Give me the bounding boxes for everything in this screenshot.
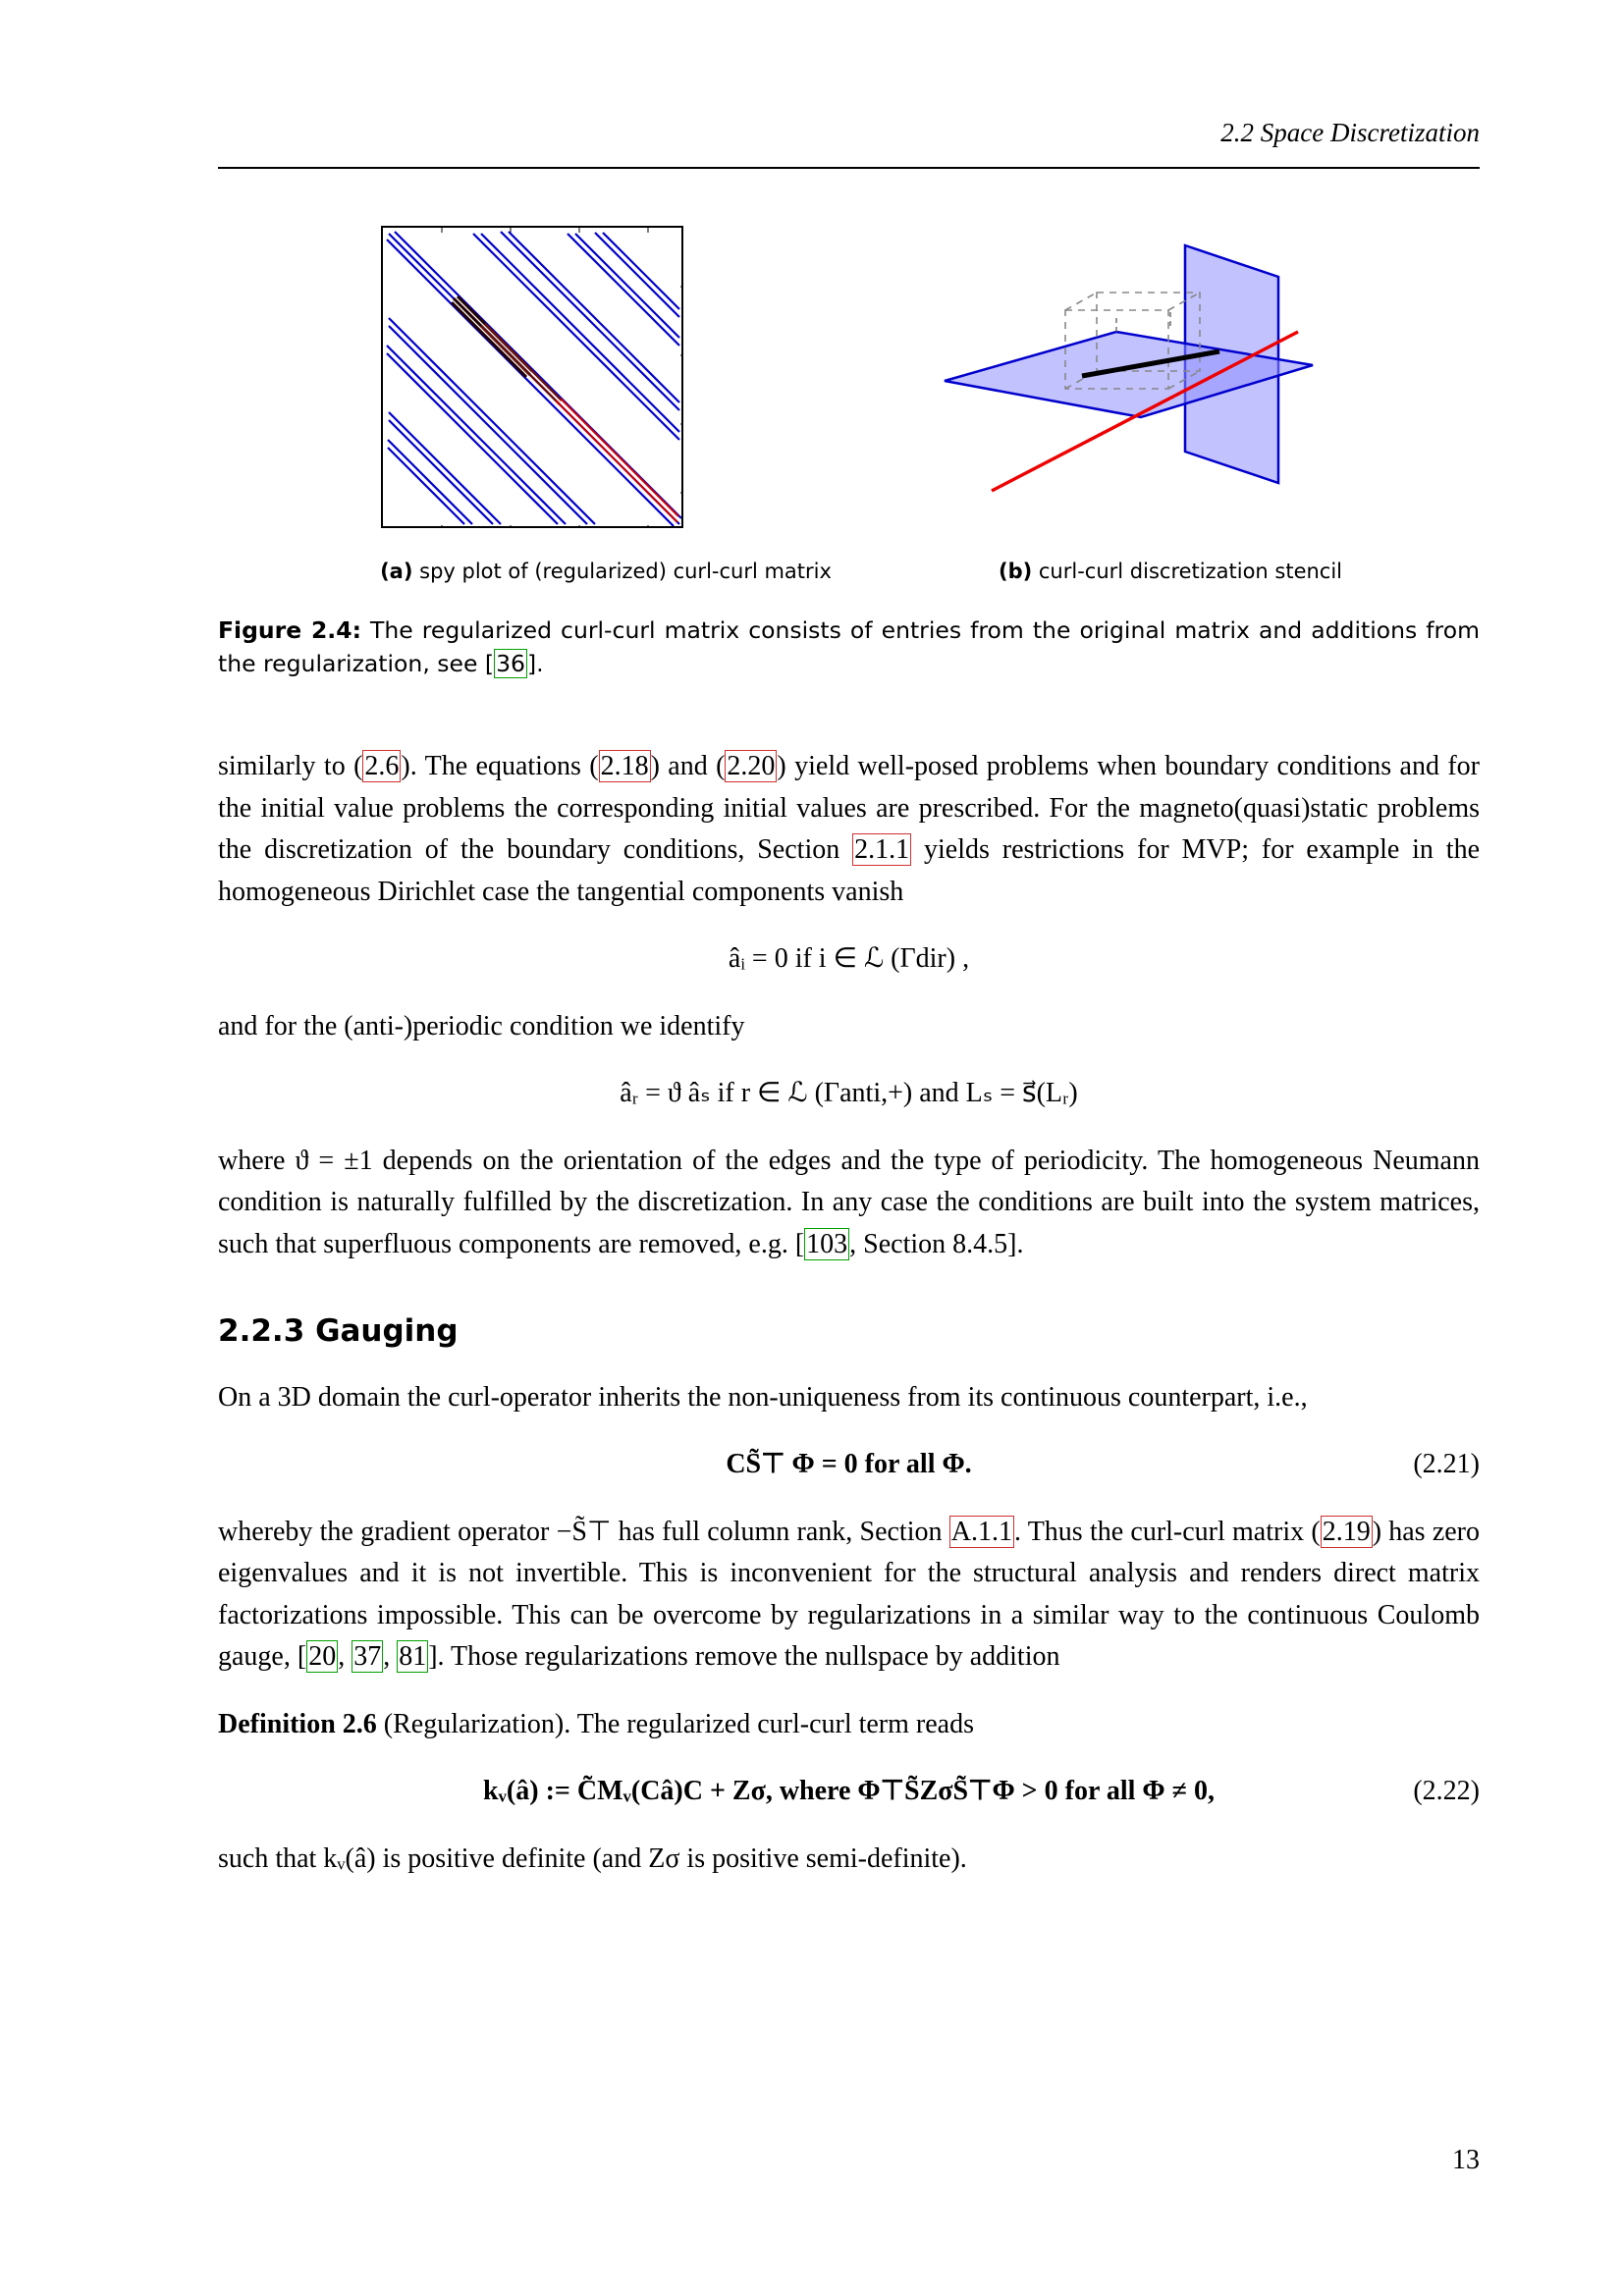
page-number: 13 (1452, 2145, 1480, 2175)
p5-b: . Thus the curl-curl matrix ( (1013, 1516, 1321, 1547)
p3-b: , Section 8.4.5]. (849, 1228, 1024, 1259)
citation-103[interactable]: 103 (806, 1228, 848, 1259)
ref-section-2-1-1[interactable]: 2.1.1 (854, 834, 910, 866)
section-number: 2.2.3 (218, 1313, 305, 1350)
equation-2-22 (218, 1771, 1480, 1813)
citation-36[interactable]: 36 (496, 650, 525, 678)
subcaption-a-label: (a) (380, 560, 413, 583)
figure-caption-label: Figure 2.4: (218, 616, 361, 644)
p5-d: , (338, 1641, 352, 1673)
figure-caption (218, 614, 1480, 680)
section-heading-2-2-3 (218, 1308, 1480, 1355)
equation-2-21 (218, 1444, 1480, 1486)
p1-c: ) and ( (650, 751, 726, 781)
subcaption-a (301, 560, 910, 583)
citation-81[interactable]: 81 (399, 1641, 427, 1673)
definition-name: (Regularization). (383, 1708, 571, 1739)
equation-periodic (218, 1073, 1480, 1115)
body-text (218, 746, 1480, 1906)
figure-caption-text-2: ]. (526, 650, 544, 678)
citation-37[interactable]: 37 (353, 1641, 382, 1673)
p1-b: ). The equations ( (401, 751, 599, 781)
stencil-diagram (925, 216, 1337, 540)
p3-a: where ϑ = ±1 depends on the orientation of the edges and the type of periodicity. The homogeneous Neumann condition is naturally fulfilled by the discretization. In any case the conditions are built into the system matrices, such that superfluous components are removed, e.g. [ (218, 1145, 1480, 1259)
p1-d: ) yield well-posed problems when boundary conditions and for the initial value problems the corresponding initial values are prescribed. For the magneto(quasi)static problems the discretization of the boundary conditions, Section (218, 751, 1481, 866)
p5-f: ]. Those regularizations remove the nullspace by addition (428, 1641, 1060, 1673)
ref-2-18[interactable]: 2.18 (600, 751, 649, 781)
equation-dirichlet-body: âᵢ = 0 if i ∈ ℒ (Γdir) , (728, 943, 970, 975)
subcaption-b-text: curl-curl discretization stencil (1038, 560, 1343, 583)
subcaption-b-label: (b) (998, 560, 1033, 583)
stencil-svg (925, 216, 1337, 540)
equation-dirichlet (218, 938, 1480, 981)
spy-plot (381, 226, 685, 530)
ref-2-19[interactable]: 2.19 (1322, 1516, 1371, 1547)
paragraph-6: such that kᵥ(â) is positive definite (and Zσ is positive semi-definite). (218, 1842, 967, 1874)
spy-plot-svg (383, 228, 683, 528)
paragraph-1 (218, 746, 1480, 913)
figure-2-4 (218, 206, 1480, 583)
paragraph-2: and for the (anti-)periodic condition we identify (218, 1010, 745, 1041)
equation-periodic-body: âᵣ = ϑ âₛ if r ∈ ℒ (Γanti,+) and Lₛ = s⃗(Lᵣ) (620, 1078, 1078, 1109)
spy-plot-frame (381, 226, 683, 528)
paragraph-4: On a 3D domain the curl-operator inherits the non-uniqueness from its continuous counterpart, i.e., (218, 1381, 1308, 1413)
citation-20[interactable]: 20 (308, 1641, 337, 1673)
section-title: Gauging (315, 1313, 459, 1350)
equation-2-22-body: kᵥ(â) := C̃Mᵥ(Câ)C + Zσ, where Φ⊤S̃ZσS̃⊤Φ > 0 for all Φ ≠ 0, (482, 1776, 1216, 1807)
p5-a: whereby the gradient operator −S̃⊤ has full column rank, Section (218, 1516, 949, 1547)
equation-2-21-number: (2.21) (1413, 1449, 1480, 1480)
subcaption-b (866, 560, 1475, 583)
equation-2-21-body: CS̃⊤ Φ = 0 for all Φ. (726, 1449, 972, 1480)
running-header: 2.2 Space Discretization (1220, 118, 1480, 147)
equation-2-22-number: (2.22) (1413, 1776, 1480, 1807)
p1-a: similarly to ( (218, 751, 363, 781)
ref-2-20[interactable]: 2.20 (727, 751, 776, 781)
ref-2-6[interactable]: 2.6 (364, 751, 400, 781)
figure-caption-text-1: The regularized curl-curl matrix consists of entries from the original matrix and additions from the regularization, see [ (218, 616, 1480, 678)
p5-c: ) has zero eigenvalues and it is not invertible. This is inconvenient for the structural analysis and renders direct matrix factorizations impossible. This can be overcome by regularizations in a similar way to the continuous Coulomb gauge, [ (218, 1516, 1480, 1673)
subcaption-a-text: spy plot of (regularized) curl-curl matrix (419, 560, 832, 583)
definition-text: The regularized curl-curl term reads (576, 1708, 974, 1739)
header-rule (218, 167, 1480, 169)
p1-e: yields restrictions for MVP; for example in the homogeneous Dirichlet case the tangential components vanish (218, 834, 1481, 907)
p5-e: , (383, 1641, 398, 1673)
definition-2-6 (218, 1704, 1480, 1746)
paragraph-3 (218, 1141, 1480, 1266)
ref-appendix-a-1-1[interactable]: A.1.1 (950, 1516, 1012, 1547)
definition-label: Definition 2.6 (218, 1708, 377, 1739)
paragraph-5 (218, 1512, 1480, 1679)
